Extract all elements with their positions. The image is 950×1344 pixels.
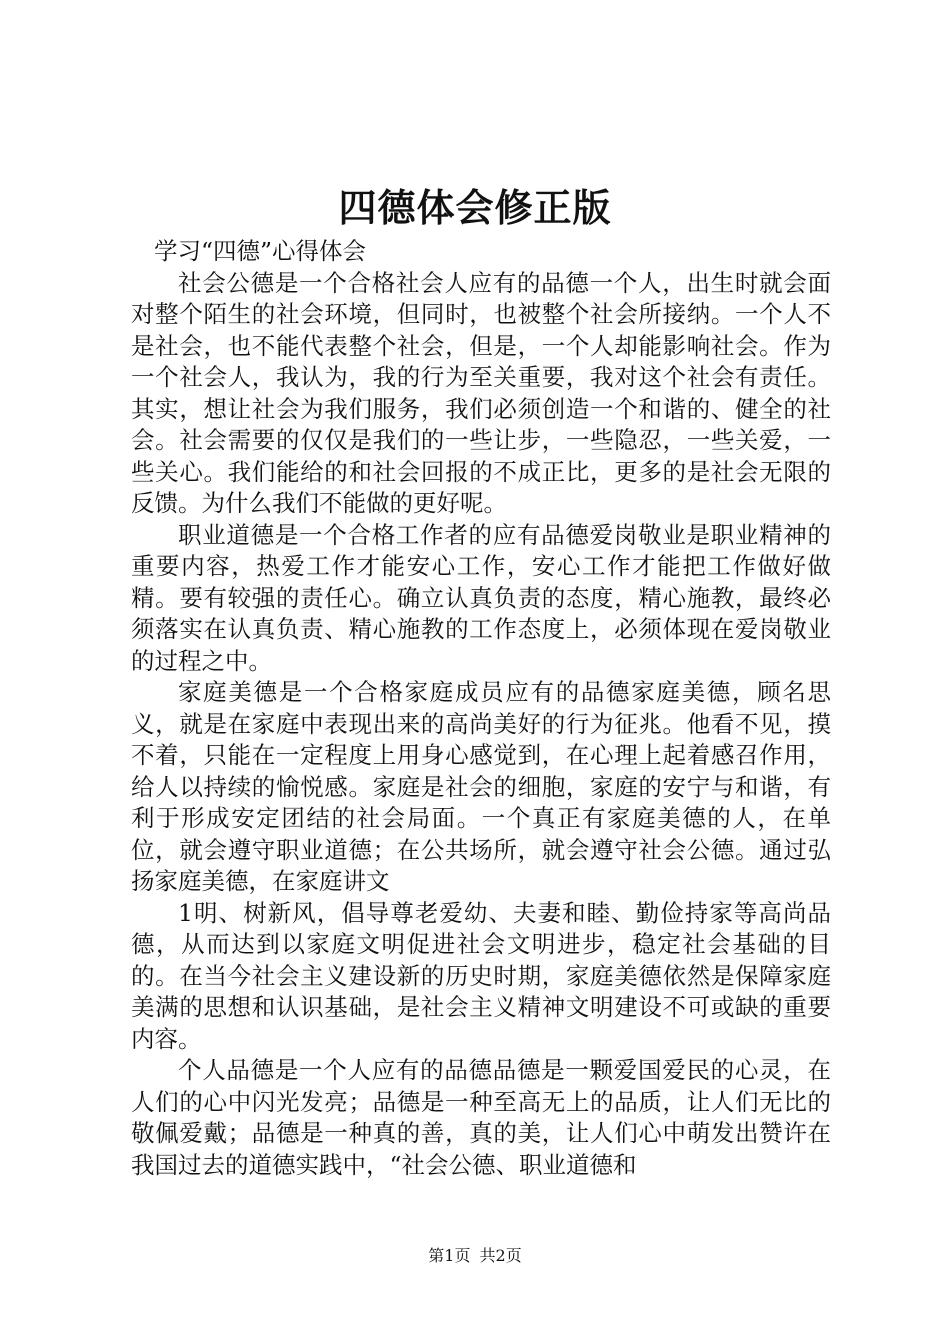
page-total: 共2页	[479, 1246, 522, 1265]
paragraph-family-virtue-continued: 1明、树新风，倡导尊老爱幼、夫妻和睦、勤俭持家等高尚品德，从而达到以家庭文明促进社会文明进步，稳定社会基础的目的。在当今社会主义建设新的历史时期，家庭美德依然是保障家庭美满的思想和认识基础，是社会主义精神文明建设不可或缺的重要内容。	[131, 898, 831, 1053]
document-body	[131, 236, 831, 1181]
paragraph-family-virtue: 家庭美德是一个合格家庭成员应有的品德家庭美德，顾名思义，就是在家庭中表现出来的高尚美好的行为征兆。他看不见，摸不着，只能在一定程度上用身心感觉到，在心理上起着感召作用，给人以持续的愉悦感。家庭是社会的细胞，家庭的安宁与和谐，有利于形成安定团结的社会局面。一个真正有家庭美德的人，在单位，就会遵守职业道德；在公共场所，就会遵守社会公德。通过弘扬家庭美德，在家庭讲文	[131, 678, 831, 895]
subtitle-paragraph: 学习“四德”心得体会	[154, 237, 367, 265]
document-title: 四德体会修正版	[338, 185, 612, 230]
page-footer	[0, 1246, 950, 1266]
paragraph-personal-morality: 个人品德是一个人应有的品德品德是一颗爱国爱民的心灵，在人们的心中闪光发亮；品德是一种至高无上的品质，让人们无比的敬佩爱戴；品德是一种真的善，真的美，让人们心中萌发出赞许在我国过去的道德实践中，“社会公德、职业道德和	[131, 1056, 831, 1179]
paragraph-professional-ethics: 职业道德是一个合格工作者的应有品德爱岗敬业是职业精神的重要内容，热爱工作才能安心工作，安心工作才能把工作做好做精。要有较强的责任心。确立认真负责的态度，精心施教，最终必须落实在认真负责、精心施教的工作态度上，必须体现在爱岗敬业的过程之中。	[131, 520, 831, 675]
paragraph-social-morality: 社会公德是一个合格社会人应有的品德一个人，出生时就会面对整个陌生的社会环境，但同时，也被整个社会所接纳。一个人不是社会，也不能代表整个社会，但是，一个人却能影响社会。作为一个社会人，我认为，我的行为至关重要，我对这个社会有责任。其实，想让社会为我们服务，我们必须创造一个和谐的、健全的社会。社会需要的仅仅是我们的一些让步，一些隐忍，一些关爱，一些关心。我们能给的和社会回报的不成正比，更多的是社会无限的反馈。为什么我们不能做的更好呢。	[131, 268, 831, 517]
page-number: 第1页	[428, 1246, 471, 1265]
